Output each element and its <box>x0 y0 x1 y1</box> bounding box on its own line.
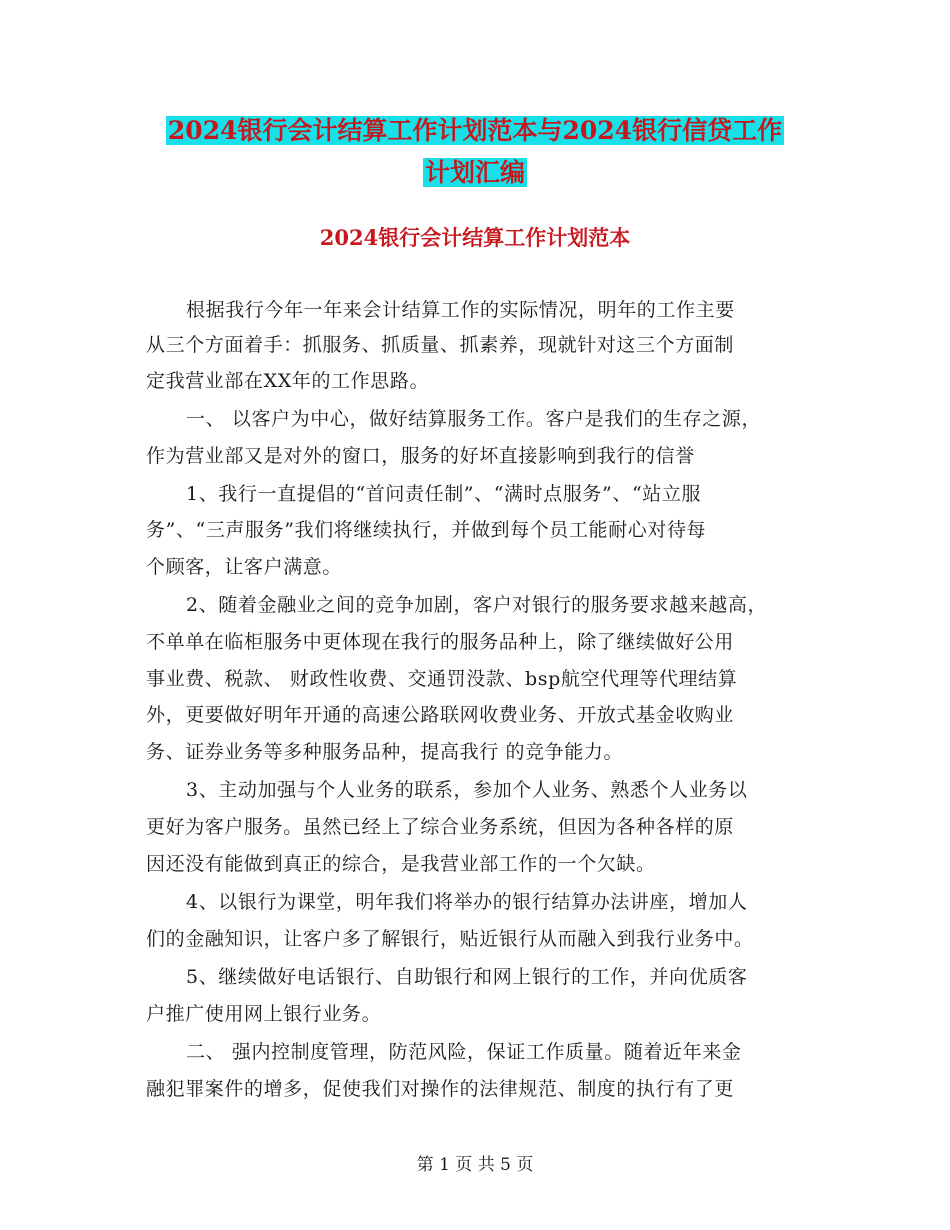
body-line: 一、 以客户为中心，做好结算服务工作。客户是我们的生存之源， <box>186 408 762 430</box>
document-title-text-2: 计划汇编 <box>424 158 525 187</box>
body-line: 3、主动加强与个人业务的联系，参加个人业务、熟悉个人业务以 <box>186 779 748 801</box>
section-title: 2024银行会计结算工作计划范本 <box>319 225 631 250</box>
body-line: 从三个方面着手：抓服务、抓质量、抓素养，现就针对这三个方面制 <box>146 334 735 356</box>
body-line: 二、 强内控制度管理，防范风险，保证工作质量。随着近年来金 <box>186 1041 742 1063</box>
body-line: 务、证券业务等多种服务品种，提高我行 的竞争能力。 <box>146 741 624 763</box>
body-line: 1、我行一直提倡的“首问责任制”、“满时点服务”、“站立服 <box>186 483 702 505</box>
body-line: 们的金融知识，让客户多了解银行，贴近银行从而融入到我行业务中。 <box>146 928 754 950</box>
body-line: 外，更要做好明年开通的高速公路联网收费业务、开放式基金收购业 <box>146 704 735 726</box>
body-line: 因还没有能做到真正的综合，是我营业部工作的一个欠缺。 <box>146 853 656 875</box>
body-line: 户推广使用网上银行业务。 <box>146 1003 382 1025</box>
body-line: 事业费、税款、 财政性收费、交通罚没款、bsp航空代理等代理结算 <box>146 668 738 690</box>
body-line: 根据我行今年一年来会计结算工作的实际情况，明年的工作主要 <box>186 299 735 321</box>
body-line: 5、继续做好电话银行、自助银行和网上银行的工作，并向优质客 <box>186 966 748 988</box>
body-line: 2、随着金融业之间的竞争加剧，客户对银行的服务要求越来越高， <box>186 594 768 616</box>
body-line: 作为营业部又是对外的窗口，服务的好坏直接影响到我行的信誉 <box>146 445 695 467</box>
body-line: 定我营业部在XX年的工作思路。 <box>146 370 430 392</box>
document-title-line-2 <box>0 156 950 190</box>
body-line: 不单单在临柜服务中更体现在我行的服务品种上，除了继续做好公用 <box>146 631 735 653</box>
body-line: 更好为客户服务。虽然已经上了综合业务系统，但因为各种各样的原 <box>146 816 735 838</box>
page-footer: 第 1 页 共 5 页 <box>416 1155 534 1175</box>
document-title-line-1 <box>0 114 950 148</box>
body-line: 务”、“三声服务”我们将继续执行，并做到每个员工能耐心对待每 <box>146 519 707 541</box>
document-title-text-1: 2024银行会计结算工作计划范本与2024银行信贷工作 <box>167 116 783 145</box>
body-line: 4、以银行为课堂，明年我们将举办的银行结算办法讲座，增加人 <box>186 891 748 913</box>
body-line: 融犯罪案件的增多，促使我们对操作的法律规范、制度的执行有了更 <box>146 1078 735 1100</box>
body-line: 个顾客，让客户满意。 <box>146 556 343 578</box>
